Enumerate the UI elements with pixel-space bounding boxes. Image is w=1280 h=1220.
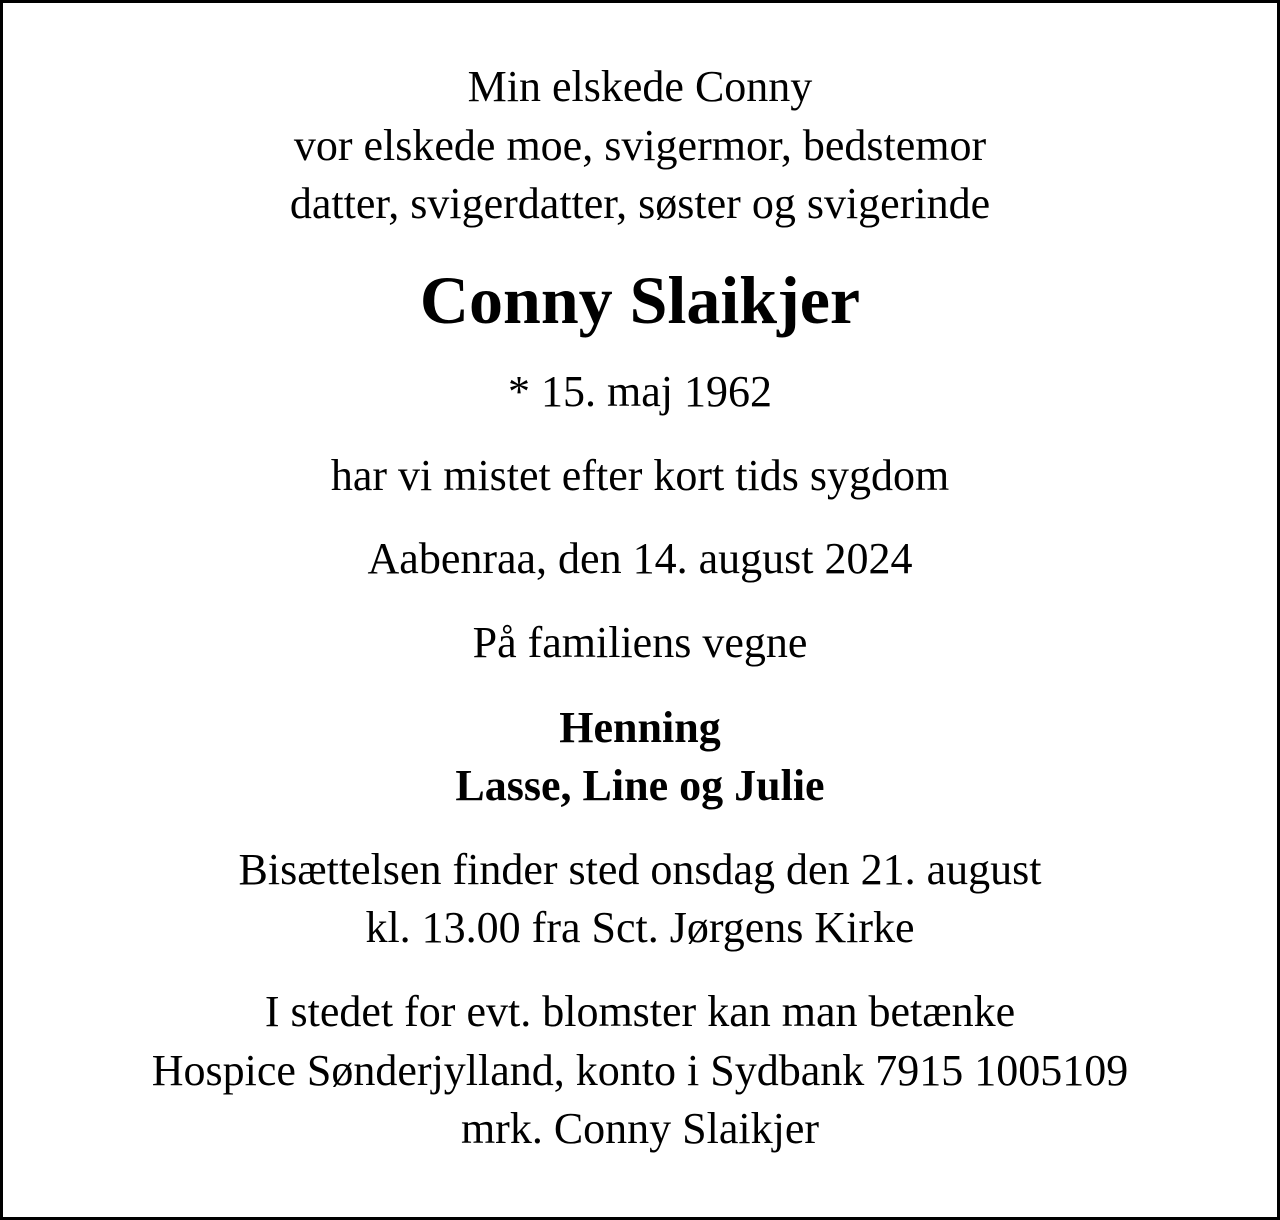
intro-line-3: datter, svigerdatter, søster og svigerinde	[289, 179, 991, 228]
loss-statement: har vi mistet efter kort tids sygdom	[330, 451, 950, 500]
funeral-info-line-2: kl. 13.00 fra Sct. Jørgens Kirke	[365, 903, 915, 952]
donation-info-line-2: Hospice Sønderjylland, konto i Sydbank 7915 1005109	[151, 1046, 1129, 1095]
intro-line-2: vor elskede moe, svigermor, bedstemor	[293, 121, 987, 170]
signatory-line-2: Lasse, Line og Julie	[455, 761, 825, 810]
donation-info-line-3: mrk. Conny Slaikjer	[460, 1104, 820, 1153]
place-and-date: Aabenraa, den 14. august 2024	[367, 534, 913, 583]
donation-info-line-1: I stedet for evt. blomster kan man betænke	[264, 987, 1016, 1036]
signatory-line-1: Henning	[559, 703, 721, 752]
deceased-name: Conny Slaikjer	[419, 262, 861, 338]
intro-line-1: Min elskede Conny	[467, 62, 813, 111]
funeral-info-line-1: Bisættelsen finder sted onsdag den 21. august	[238, 845, 1042, 894]
on-behalf-of-family: På familiens vegne	[472, 618, 808, 667]
birth-date: * 15. maj 1962	[508, 367, 772, 416]
